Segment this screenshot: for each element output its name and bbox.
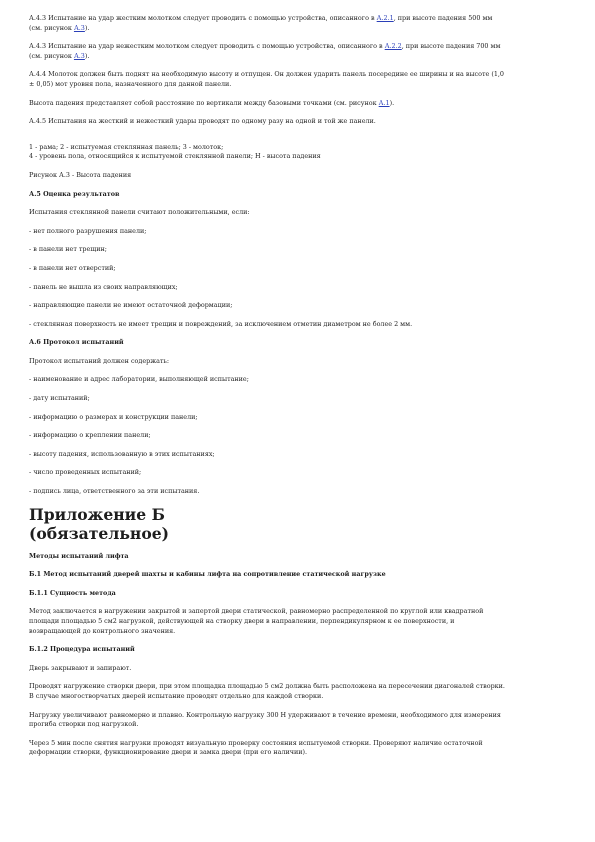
list-item: - в панели нет трещин; (29, 245, 107, 254)
text: ± 0,05) мот уровня пола, назначенного для данной панели. (29, 79, 232, 88)
paragraph-a-4-5: А.4.5 Испытания на жесткий и нежесткий удары проводят по одному разу на одной и той же панели. (29, 117, 376, 126)
list-item: - наименование и адрес лаборатории, выполняющей испытание; (29, 375, 249, 384)
section-title-b-1-2: Б.1.2 Процедура испытаний (29, 645, 135, 654)
text: Проводят нагружение створки двери, при этом площадка площадью 5 см2 должна быть расположена на пересечении диагоналей створки. (29, 682, 505, 691)
link-a-2-2[interactable]: А.2.2 (384, 42, 402, 51)
link-figure-a-3[interactable]: А.3 (73, 23, 85, 32)
paragraph-drop-height (29, 99, 569, 109)
paragraph-b-1-2-close: Дверь закрывают и запирают. (29, 663, 132, 672)
text: Метод заключается в нагружении закрытой и запертой двери статической, равномерно распределенной по круглой или квадратной (29, 607, 484, 616)
section-title-b-1: Б.1 Метод испытаний дверей шахты и кабины лифта на сопротивление статической нагрузке (29, 570, 386, 579)
paragraph-b-1-2-inspect (29, 739, 569, 758)
list-item: - панель не вышла из своих направляющих; (29, 282, 178, 291)
paragraph-b-1-2-load (29, 682, 569, 701)
text: ). (84, 23, 90, 32)
section-title-a-6: А.6 Протокол испытаний (29, 338, 124, 347)
text: (см. рисунок (29, 51, 74, 60)
text: А.4.4 Молоток должен быть поднят на необходимую высоту и отпущен. Он должен ударить панель посередине ее ширины и на высоте (1,0 (29, 70, 504, 79)
text: В случае многостворчатых дверей испытание проводят отдельно для каждой створки. (29, 691, 324, 700)
text: (см. рисунок (29, 23, 74, 32)
list-item: - информацию о размерах и конструкции панели; (29, 412, 198, 421)
list-item: - число проведенных испытаний; (29, 468, 142, 477)
list-item: - высоту падения, использованную в этих испытаниях; (29, 449, 215, 458)
section-title-a-5: А.5 Оценка результатов (29, 189, 120, 198)
text: А.4.3 Испытание на удар нежестким молотком следует проводить с помощью устройства, описанного в (29, 42, 385, 51)
paragraph-b-1-1 (29, 607, 569, 636)
document-page (29, 14, 569, 758)
list-item: - нет полного разрушения панели; (29, 226, 147, 235)
text: деформации створки, функционирование двери и замка двери (при его наличии). (29, 748, 308, 757)
list-item: - информацию о креплении панели; (29, 431, 151, 440)
text: А.4.3 Испытание на удар жестким молотком следует проводить с помощью устройства, описанного в (29, 14, 377, 22)
list-item: - подпись лица, ответственного за эти испытания. (29, 487, 200, 496)
link-figure-a-3[interactable]: А.3 (73, 51, 85, 60)
appendix-heading (29, 505, 569, 543)
appendix-title: Приложение Б (29, 504, 165, 524)
legend-line: 4 - уровень пола, относящийся к испытуемой стеклянной панели; H - высота падения (29, 152, 321, 161)
text: ). (84, 51, 90, 60)
figure-caption: Рисунок А.3 - Высота падения (29, 170, 132, 179)
text: Высота падения представляет собой расстояние по вертикали между базовыми точками (см. рисунок (29, 98, 379, 107)
a5-intro: Испытания стеклянной панели считают положительными, если: (29, 208, 250, 217)
section-title-b-1-1: Б.1.1 Сущность метода (29, 588, 116, 597)
appendix-status: (обязательное) (29, 523, 170, 543)
paragraph-b-1-2-increase (29, 711, 569, 730)
paragraph-a-4-3-hard (29, 14, 569, 33)
list-item: - направляющие панели не имеют остаточной деформации; (29, 301, 233, 310)
text: площади площадью 5 см2 нагрузкой, действующей на створку двери в направлении, перпендикулярном к ее поверхности, и (29, 617, 455, 625)
text: ). (389, 98, 395, 107)
list-item: - стеклянная поверхность не имеет трещин и повреждений, за исключением отметин диаметром не более 2 мм. (29, 319, 413, 328)
text: прогиба створки под нагрузкой. (29, 720, 139, 729)
list-item: - в панели нет отверстий; (29, 263, 116, 272)
list-item: - дату испытаний; (29, 394, 90, 403)
text: , при высоте падения 700 мм (401, 42, 501, 51)
figure-legend (29, 143, 569, 162)
a6-intro: Протокол испытаний должен содержать: (29, 356, 170, 365)
text: Нагрузку увеличивают равномерно и плавно. Контрольную нагрузку 300 Н удерживают в течение времени, необходимого для измерения (29, 710, 501, 719)
methods-title: Методы испытаний лифта (29, 551, 129, 560)
text: , при высоте падения 500 мм (393, 14, 493, 22)
paragraph-a-4-4 (29, 70, 569, 89)
paragraph-a-4-3-soft (29, 42, 569, 61)
text: возвращающей до контрольного значения. (29, 626, 176, 635)
text: Через 5 мин после снятия нагрузки проводят визуальную проверку состояния испытуемой створки. Проверяют наличие остаточной (29, 738, 483, 747)
link-a-2-1[interactable]: А.2.1 (376, 14, 394, 22)
legend-line: 1 - рама; 2 - испытуемая стеклянная панель; 3 - молоток; (29, 142, 224, 151)
link-figure-a-1[interactable]: А.1 (378, 98, 390, 107)
